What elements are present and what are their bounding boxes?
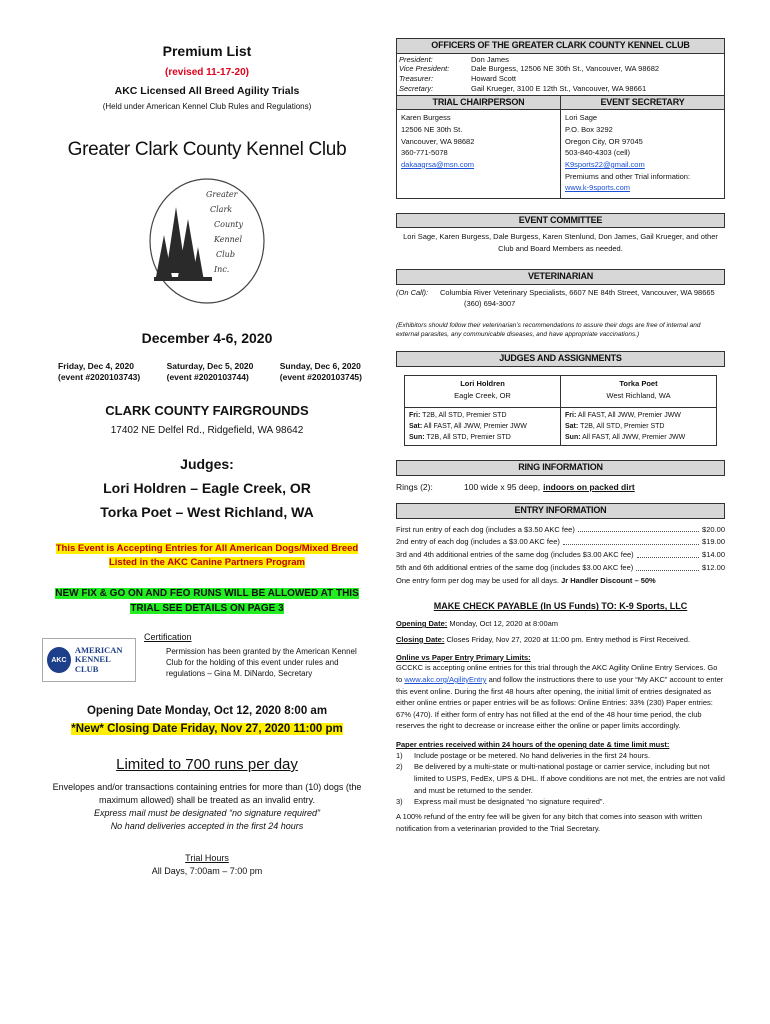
- officer-row: President: Don James: [399, 54, 509, 64]
- trial-days: [42, 361, 372, 383]
- chair-email-link[interactable]: dakaagrsa@msn.com: [401, 159, 475, 169]
- left-column: [42, 38, 372, 878]
- premiums-info-label: Premiums and other Trial information:: [565, 171, 691, 181]
- rings-size: 100 wide x 95 deep,: [464, 481, 541, 492]
- officer-row: Vice President: Dale Burgess, 12506 NE 30th St., Vancouver, WA 98682: [399, 64, 660, 74]
- veterinarian-heading: VETERINARIAN: [396, 269, 725, 285]
- officers-table: [397, 55, 724, 94]
- jr-discount: Jr Handler Discount – 50%: [561, 575, 656, 585]
- logo-text-3: County: [214, 219, 243, 229]
- akc-licensed-line: AKC Licensed All Breed Agility Trials: [114, 85, 300, 98]
- judges-assignments-heading: JUDGES AND ASSIGNMENTS: [396, 351, 725, 367]
- officer-row: Secretary: Gail Krueger, 3100 E 12th St., Vancouver, WA 98661: [399, 83, 647, 93]
- officer-row: Treasurer: Howard Scott: [399, 74, 517, 84]
- judges-assign-row: [405, 408, 716, 446]
- day-label: Saturday, Dec 5, 2020: [166, 361, 254, 372]
- paper-rule: 1) Include postage or be metered. No hand deliveries in the first 24 hours.: [396, 750, 650, 760]
- judge-1: Lori Holdren – Eagle Creek, OR: [103, 480, 311, 497]
- certification-text: Permission has been granted by the American Kennel Club for the holding of this event under rules and regulations – Gina M. DiNardo, Secretary: [166, 646, 357, 679]
- run-limit: Limited to 700 runs per day: [116, 756, 298, 774]
- judge-a-assign: Sat: All FAST, All JWW, Premier JWW: [409, 422, 527, 430]
- club-logo: [148, 177, 266, 305]
- paper-entries-heading: Paper entries received within 24 hours of the opening date & time limit must:: [396, 740, 670, 750]
- venue-name: CLARK COUNTY FAIRGROUNDS: [105, 403, 309, 419]
- opening-date-line: Opening Date: Monday, Oct 12, 2020 at 8:00am: [396, 619, 559, 629]
- premium-list-title: Premium List: [162, 43, 252, 59]
- paper-rule: 2) Be delivered by a multi-state or multi-national postage or carrier service, including but not limited to USPS, FedEx, UPS & DHL. If above conditions are not met, the entries are not valid and must be returned to the sender.: [396, 762, 725, 795]
- trial-hours-label: Trial Hours: [185, 852, 229, 863]
- judge-a-name: Lori Holdren: [460, 379, 505, 389]
- entry-info-heading: ENTRY INFORMATION: [396, 503, 725, 519]
- trial-chair-info: [397, 110, 560, 174]
- chair-secretary-section: [397, 95, 724, 198]
- vet-on-call-label: (On Call):: [396, 288, 429, 298]
- day-sunday: [280, 361, 362, 383]
- event-number: (event #2020103743): [58, 372, 141, 383]
- fix-and-go-note: NEW FIX & GO ON AND FEO RUNS WILL BE ALLOWED AT THIS TRIAL SEE DETAILS ON PAGE 3: [55, 588, 359, 615]
- canine-partners-note: This Event is Accepting Entries for All American Dogs/Mixed Breed Listed in the AKC Canine Partners Program: [55, 542, 359, 568]
- vet-info: [396, 288, 725, 298]
- online-vs-paper-heading: Online vs Paper Entry Primary Limits:: [396, 652, 531, 662]
- logo-text-5: Club: [216, 249, 235, 259]
- event-number: (event #2020103744): [166, 372, 249, 383]
- judges-names-row: [405, 376, 716, 408]
- chair-name: Karen Burgess: [401, 113, 451, 123]
- judge-b-location: West Richland, WA: [606, 390, 671, 400]
- fee-row: 5th and 6th additional entries of the same dog (includes $3.00 AKC fee) $12.00: [396, 562, 725, 572]
- no-hand-delivery-note: No hand deliveries accepted in the first 24 hours: [110, 820, 304, 831]
- akc-logo: [42, 638, 136, 682]
- committee-heading: EVENT COMMITTEE: [396, 213, 725, 229]
- day-friday: [58, 361, 140, 383]
- express-mail-note: Express mail must be designated “no signature required”: [93, 807, 321, 818]
- day-saturday: [167, 361, 254, 383]
- event-dates: December 4-6, 2020: [141, 329, 273, 346]
- judge-2: Torka Poet – West Richland, WA: [100, 504, 314, 521]
- entry-limit-note: Envelopes and/or transactions containing entries for more than (10) dogs (the maximum allowed) shall be treated as an invalid entry.: [52, 781, 362, 805]
- held-under-line: (Held under American Kennel Club Rules and Regulations): [102, 101, 312, 111]
- refund-note: A 100% refund of the entry fee will be given for any bitch that comes into season with written notification from a veterinarian provided to the Trial Secretary.: [396, 811, 703, 833]
- logo-text-6: Inc.: [214, 264, 230, 274]
- opening-date: Opening Date Monday, Oct 12, 2020 8:00 am: [86, 705, 328, 718]
- rings-surface: indoors on packed dirt: [543, 481, 635, 492]
- online-entry-text: GCCKC is accepting online entries for this trial through the AKC Agility Online Entry Services. Go to www.akc.org/AgilityEntry and follow the instructions there to use your “My AKC” account to enter this event online. During the first 48 hours after opening, the initial limit of entries designated as either online entries or paper entries will be as follows: Online Entries: 33% (230) Paper entries: 67% (470). If either form of entry has not filled at the end of the 48 hour time period, the club reserves the right to decrease or increase either the online or paper limits accordingly.: [396, 663, 724, 731]
- secretary-email-link[interactable]: K9sports22@gmail.com: [565, 159, 645, 169]
- right-column: [396, 38, 725, 834]
- trial-hours: All Days, 7:00am – 7:00 pm: [151, 866, 263, 877]
- akc-logo-line-2: KENNEL CLUB: [74, 654, 111, 674]
- fee-row: First run entry of each dog (includes a $3.50 AKC fee) $20.00: [396, 524, 725, 534]
- vet-phone: (360) 694-3007: [464, 298, 516, 308]
- judge-b-assign: Fri: All FAST, All JWW, Premier JWW: [565, 411, 681, 419]
- judge-a-assign: Sun: T2B, All STD, Premier STD: [409, 434, 511, 442]
- chair-phone: 360-771-5078: [401, 148, 448, 158]
- logo-text-1: Greater: [206, 189, 238, 199]
- secretary-name: Lori Sage: [565, 113, 598, 123]
- chair-street: 12506 NE 30th St.: [401, 125, 463, 134]
- judge-a-assign: Fri: T2B, All STD, Premier STD: [409, 411, 507, 419]
- event-secretary-info: [561, 110, 724, 197]
- club-name: Greater Clark County Kennel Club: [67, 139, 347, 161]
- fee-row: 3rd and 4th additional entries of the same dog (includes $3.00 AKC fee) $14.00: [396, 550, 725, 560]
- secretary-city: Oregon City, OR 97045: [565, 136, 643, 146]
- judges-heading: Judges:: [180, 456, 234, 473]
- payable-to: MAKE CHECK PAYABLE (In US Funds) TO: K-9 Sports, LLC: [433, 601, 688, 612]
- paper-rule: 3) Express mail must be designated “no signature required”.: [396, 797, 605, 807]
- venue-address: 17402 NE Delfel Rd., Ridgefield, WA 98642: [110, 425, 304, 437]
- judge-b-assign: Sun: All FAST, All JWW, Premier JWW: [565, 434, 686, 442]
- logo-text-2: Clark: [210, 204, 233, 214]
- ring-info-heading: RING INFORMATION: [396, 460, 725, 476]
- day-label: Friday, Dec 4, 2020: [58, 361, 134, 372]
- akc-badge-icon: AKC: [47, 647, 71, 673]
- officers-box: [396, 38, 725, 199]
- judge-b-name: Torka Poet: [619, 379, 658, 389]
- paper-rules-list: [396, 750, 725, 808]
- day-label: Sunday, Dec 6, 2020: [279, 361, 361, 372]
- event-secretary-heading: EVENT SECRETARY: [561, 96, 724, 111]
- one-entry-note: One entry form per dog may be used for all days. Jr Handler Discount – 50%: [396, 575, 656, 585]
- closing-date: *New* Closing Date Friday, Nov 27, 2020 11:00 pm: [71, 723, 343, 736]
- rings-label: Rings (2):: [396, 481, 433, 492]
- vet-note: (Exhibitors should follow their veterinarian’s recommendations to assure their dogs are free of internal and external parasites, any communicable diseases, and have appropriate vaccinations.): [396, 321, 701, 339]
- vet-address: Columbia River Veterinary Specialists, 6607 NE 84th Street, Vancouver, WA 98665: [440, 288, 715, 298]
- akc-logo-line-1: AMERICAN: [74, 645, 123, 656]
- judges-table: [404, 375, 717, 446]
- certification-block: [42, 632, 372, 682]
- closing-date-line: Closing Date: Closes Friday, Nov 27, 2020 at 11:00 pm. Entry method is First Received.: [396, 634, 691, 644]
- logo-text-4: Kennel: [214, 234, 243, 244]
- chair-city: Vancouver, WA 98682: [401, 136, 475, 146]
- judge-b-assign: Sat: T2B, All STD, Premier STD: [565, 422, 665, 430]
- trial-chair-heading: TRIAL CHAIRPERSON: [397, 96, 560, 111]
- certification-label: Certification: [144, 632, 192, 643]
- fee-row: 2nd entry of each dog (includes a $3.00 AKC fee) $19.00: [396, 537, 725, 547]
- secretary-phone: 503-840-4303 (cell): [565, 148, 631, 158]
- revised-date: (revised 11-17-20): [165, 67, 249, 79]
- officers-heading: OFFICERS OF THE GREATER CLARK COUNTY KENNEL CLUB: [397, 39, 724, 54]
- secretary-pobox: P.O. Box 3292: [565, 125, 613, 134]
- committee-text: Lori Sage, Karen Burgess, Dale Burgess, Karen Stenlund, Don James, Gail Krueger, and other Club and Board Members as needed.: [403, 232, 718, 254]
- premiums-website-link[interactable]: www.k-9sports.com: [565, 183, 631, 193]
- akc-agility-entry-link[interactable]: www.akc.org/AgilityEntry: [404, 674, 487, 684]
- judge-a-location: Eagle Creek, OR: [454, 390, 511, 400]
- ring-info: [396, 482, 725, 493]
- event-number: (event #2020103745): [279, 372, 362, 383]
- fees-list: [396, 525, 725, 573]
